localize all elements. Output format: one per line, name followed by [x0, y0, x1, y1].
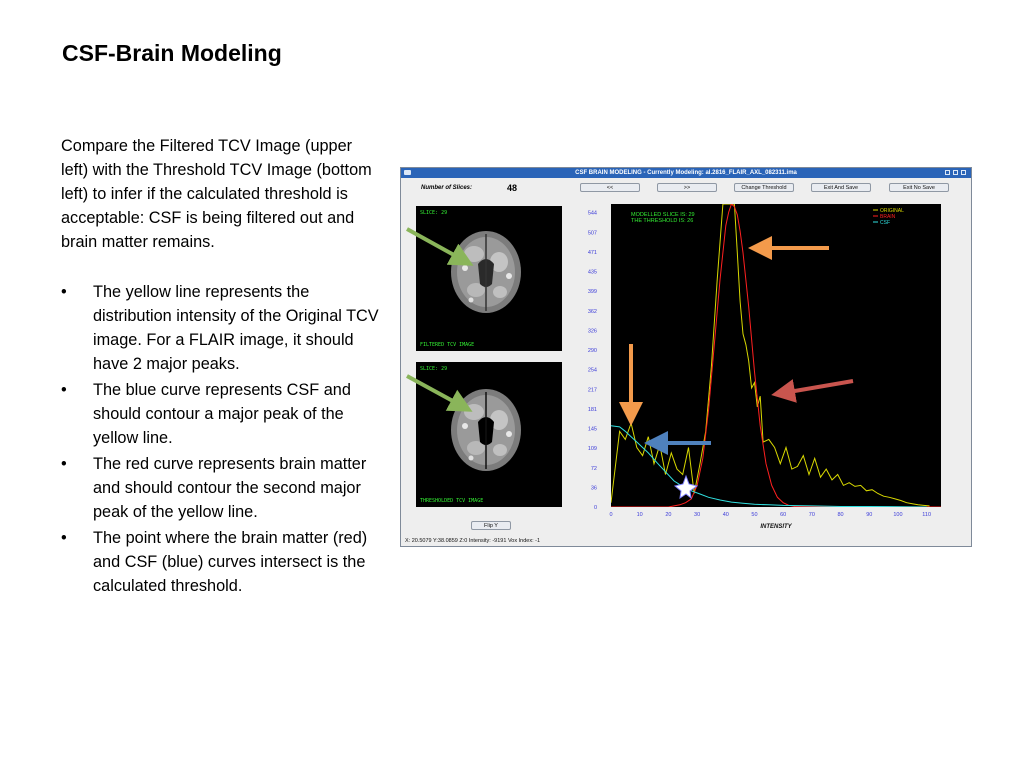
y-tick-label: 217: [587, 387, 597, 394]
x-tick-label: 110: [922, 512, 932, 518]
bullet-yellow-line: • The yellow line represents the distribution intensity of the Original TCV image. For a FLAIR image, it should have 2 major peaks.: [61, 280, 381, 376]
window-titlebar[interactable]: [401, 168, 971, 178]
plot-area: [611, 204, 941, 507]
x-tick-label: 80: [837, 512, 844, 518]
y-tick-label: 507: [587, 230, 597, 237]
filtered-slice-label: SLICE: 29: [420, 210, 448, 216]
close-icon[interactable]: [961, 170, 966, 175]
x-tick-label: 90: [866, 512, 873, 518]
x-tick-label: 10: [636, 512, 643, 518]
thresholded-brain-image: [416, 362, 562, 507]
x-axis-label: INTENSITY: [760, 524, 792, 530]
y-tick-label: 181: [587, 407, 597, 414]
intensity-histogram-chart[interactable]: [581, 204, 951, 534]
y-tick-label: 145: [587, 426, 597, 433]
filtered-tcv-panel[interactable]: [416, 206, 562, 351]
number-of-slices-value: 48: [507, 183, 518, 193]
bullet-red-curve: • The red curve represents brain matter and should contour the second major peak of the yellow line.: [61, 452, 381, 524]
bullet-blue-curve: • The blue curve represents CSF and should contour a major peak of the yellow line.: [61, 378, 381, 450]
y-tick-label: 326: [587, 328, 597, 335]
window-title: CSF BRAIN MODELING - Currently Modeling: al.2816_FLAIR_AXL_082311.ima: [575, 170, 797, 176]
y-tick-label: 72: [590, 466, 597, 473]
bullet-threshold-point: • The point where the brain matter (red) and CSF (blue) curves intersect is the calculated threshold.: [61, 526, 381, 598]
maximize-icon[interactable]: [953, 170, 958, 175]
filtered-brain-image: [416, 206, 562, 351]
number-of-slices-label: Number of Slices:: [421, 185, 473, 191]
intro-paragraph: Compare the Filtered TCV Image (upper left) with the Threshold TCV Image (bottom left) to infer if the calculated threshold is acceptable: CSF is being filtered out and brain matter remains.: [61, 137, 372, 251]
next-slice-button[interactable]: >>: [657, 183, 717, 192]
bullet-list: [61, 280, 381, 600]
csf-brain-modeling-window: [400, 167, 972, 547]
change-threshold-button[interactable]: Change Threshold: [734, 183, 794, 192]
y-tick-label: 471: [587, 250, 597, 257]
x-tick-label: 50: [751, 512, 758, 518]
x-tick-label: 60: [780, 512, 787, 518]
y-tick-label: 435: [587, 269, 597, 276]
x-tick-label: 100: [893, 512, 903, 518]
y-tick-label: 254: [587, 367, 597, 374]
modelled-slice-annotation: MODELLED SLICE IS: 29: [631, 212, 695, 218]
thresholded-caption: THRESHOLDED TCV IMAGE: [420, 498, 484, 504]
y-tick-label: 544: [587, 210, 597, 217]
thresholded-tcv-panel[interactable]: [416, 362, 562, 507]
threshold-annotation: THE THRESHOLD IS: 26: [631, 218, 694, 224]
slide-title: CSF-Brain Modeling: [62, 40, 282, 66]
y-tick-label: 362: [587, 309, 597, 316]
thresholded-slice-label: SLICE: 29: [420, 366, 448, 372]
legend-label: CSF: [880, 220, 890, 226]
y-tick-label: 399: [587, 289, 597, 296]
y-tick-label: 36: [590, 485, 597, 492]
y-tick-label: 109: [587, 446, 597, 453]
x-tick-label: 0: [609, 512, 613, 518]
y-tick-label: 290: [587, 348, 597, 355]
legend-label: BRAIN: [880, 214, 896, 220]
x-tick-label: 40: [722, 512, 729, 518]
x-tick-label: 30: [694, 512, 701, 518]
legend-label: ORIGINAL: [880, 208, 904, 214]
exit-and-save-button[interactable]: Exit And Save: [811, 183, 871, 192]
exit-no-save-button[interactable]: Exit No Save: [889, 183, 949, 192]
flip-y-button[interactable]: Flip Y: [471, 521, 511, 530]
x-tick-label: 70: [808, 512, 815, 518]
x-tick-label: 20: [665, 512, 672, 518]
filtered-caption: FILTERED TCV IMAGE: [420, 342, 475, 348]
minimize-icon[interactable]: [945, 170, 950, 175]
status-bar: X: 20.5079 Y:38.0859 Z:0 Intensity: -9191 Vox Index: -1: [405, 538, 541, 544]
prev-slice-button[interactable]: <<: [580, 183, 640, 192]
y-tick-label: 0: [593, 505, 597, 511]
